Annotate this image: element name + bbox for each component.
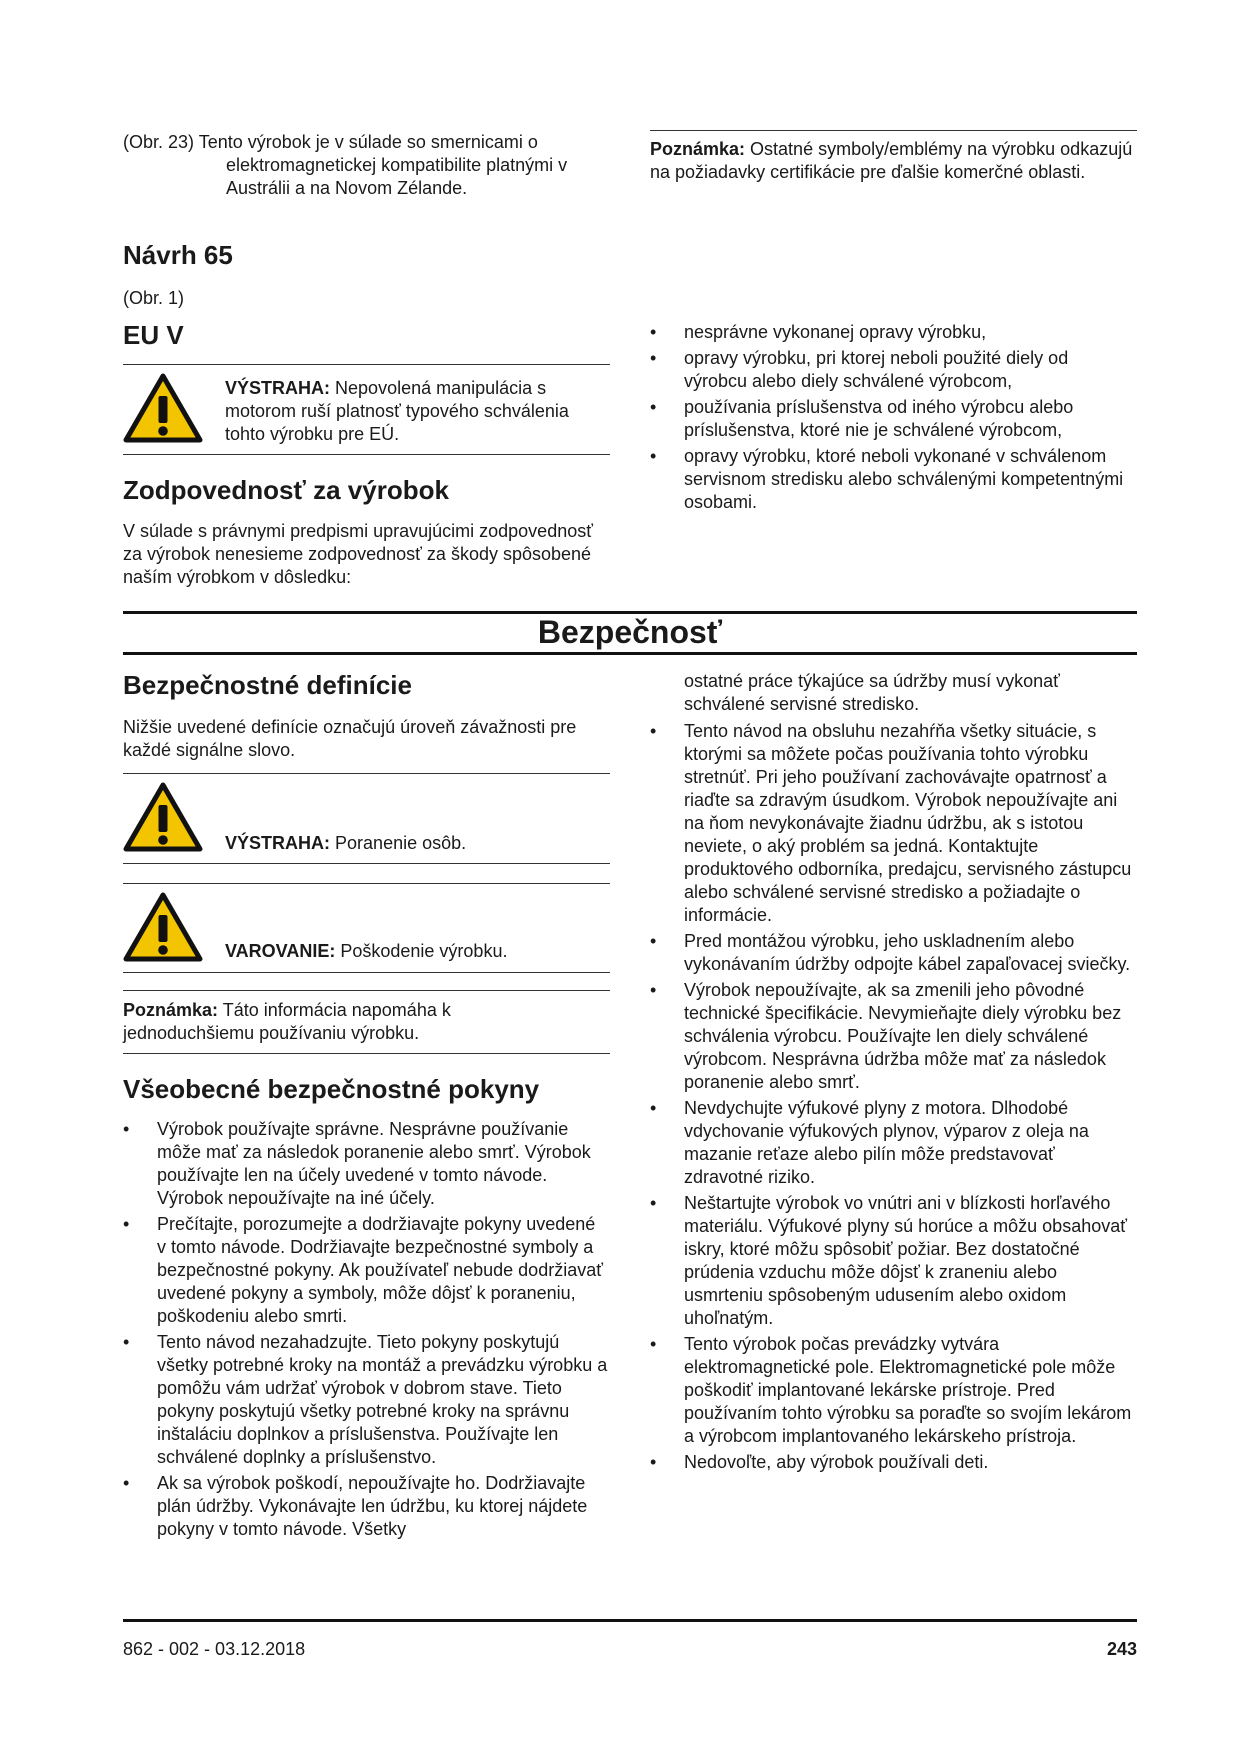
safety-section-title: Bezpečnosť — [537, 614, 723, 650]
caution-label: VAROVANIE: — [225, 941, 336, 961]
list-item: • nesprávne vykonanej opravy výrobku, — [650, 321, 1135, 344]
definition-note — [123, 999, 503, 1045]
divider — [123, 364, 610, 365]
page-number: 243 — [1106, 1639, 1137, 1659]
caution-icon — [123, 891, 203, 963]
general-safety-title: Všeobecné bezpečnostné pokyny — [123, 1074, 540, 1104]
divider — [123, 990, 610, 991]
list-item: • Tento návod nezahadzujte. Tieto pokyny poskytujú všetky potrebné kroky na montáž a prevádzku výrobku a pomôžu vám udržať výrobok v dobrom stave. Tieto pokyny poskytujú všetky potrebné kroky na správnu inštaláciu doplnkov a príslušenstva. Používajte len schválené doplnky a príslušenstvo. — [123, 1331, 608, 1469]
general-safety-list-left — [123, 1118, 608, 1544]
list-item: • Tento výrobok počas prevádzky vytvára elektromagnetické pole. Elektromagnetické pole môže poškodiť implantované lekárske prístroje. Pred používaním tohto výrobku sa poraďte so svojím lekárom a výrobcom implantovaného lekárskeho prístroja. — [650, 1333, 1137, 1448]
note-text: Ostatné symboly/emblémy na výrobku odkazujú na požiadavky certifikácie pre ďalšie komerčné oblasti. — [650, 139, 1133, 182]
warning-label: VÝSTRAHA: — [225, 378, 331, 398]
general-safety-list-right — [650, 720, 1137, 1477]
list-item: • Nevdychujte výfukové plyny z motora. Dlhodobé vdychovanie výfukových plynov, výparov z oleja na mazanie reťaze alebo pilín môže predstavovať zdravotné riziko. — [650, 1097, 1137, 1189]
list-item: • opravy výrobku, pri ktorej neboli použité diely od výrobcu alebo diely schválené výrobcom, — [650, 347, 1135, 393]
emc-compliance-text — [123, 131, 608, 200]
list-item: • Nedovoľte, aby výrobok používali deti. — [650, 1451, 1137, 1474]
warning-icon — [123, 372, 203, 444]
note-label: Poznámka: — [650, 139, 746, 159]
list-item: • používania príslušenstva od iného výrobcu alebo príslušenstva, ktoré nie je schválené výrobcom, — [650, 396, 1135, 442]
definition-caution — [225, 940, 507, 963]
emc-text: Tento výrobok je v súlade so smernicami o elektromagnetickej kompatibilite platnými v Austrálii a na Novom Zélande. — [198, 132, 568, 198]
divider — [123, 972, 610, 973]
emissions-warning — [225, 377, 595, 446]
list-item: • Neštartujte výrobok vo vnútri ani v blízkosti horľavého materiálu. Výfukové plyny sú horúce a môžu obsahovať iskry, ktoré môžu spôsobiť požiar. Bez dostatočné prúdenia vzduchu môže dôjsť k zraneniu alebo usmrteniu spôsobeným udusením alebo oxidom uhoľnatým. — [650, 1192, 1137, 1330]
proposal-65-title: Návrh 65 — [123, 240, 233, 270]
list-item: • Výrobok používajte správne. Nesprávne používanie môže mať za následok poranenie alebo smrť. Výrobok používajte len na účely uvedené v tomto návode. Výrobok nepoužívajte na iné účely. — [123, 1118, 608, 1210]
warning-text: Nepovolená manipulácia s motorom ruší platnosť typového schválenia tohto výrobku pre EÚ. — [225, 378, 569, 444]
liability-title: Zodpovednosť za výrobok — [123, 475, 449, 505]
divider — [123, 883, 610, 884]
safety-definitions-title: Bezpečnostné definície — [123, 670, 412, 700]
list-item: • Tento návod na obsluhu nezahŕňa všetky situácie, s ktorými sa môžete počas používania tohto výrobku stretnúť. Pri jeho používaní zachovávajte opatrnosť a riaďte sa zdravým úsudkom. Výrobok nepoužívajte ani na ňom nevykonávajte žiadnu údržbu, ak s istotou neviete, o aký problém sa jedná. Kontaktujte produktového odborníka, predajcu, servisného zástupcu alebo schválené servisné stredisko a požiadajte o informácie. — [650, 720, 1137, 927]
divider — [650, 130, 1137, 131]
list-item: • opravy výrobku, ktoré neboli vykonané v schválenom servisnom stredisku alebo schválenými kompetentnými osobami. — [650, 445, 1135, 514]
liability-text: V súlade s právnymi predpismi upravujúcimi zodpovednosť za výrobok nenesieme zodpovednosť za škody spôsobené naším výrobkom v dôsledku: — [123, 521, 593, 587]
liability-list — [650, 321, 1135, 517]
certification-note — [650, 138, 1140, 184]
document-id: 862 - 002 - 03.12.2018 — [123, 1639, 306, 1659]
list-item: • Pred montážou výrobku, jeho uskladnením alebo vykonávaním údržby odpojte kábel zapaľovacej sviečky. — [650, 930, 1137, 976]
figure-ref: (Obr. 23) — [123, 132, 195, 152]
divider — [123, 454, 610, 455]
definition-warning — [225, 832, 466, 855]
divider — [123, 773, 610, 774]
divider — [123, 863, 610, 864]
list-item: • Prečítajte, porozumejte a dodržiavajte pokyny uvedené v tomto návode. Dodržiavajte bezpečnostné symboly a bezpečnostné pokyny. Ak používateľ nebude dodržiavať uvedené pokyny a symboly, môže dôjsť k poraneniu, poškodeniu alebo smrti. — [123, 1213, 608, 1328]
note-label: Poznámka: — [123, 1000, 219, 1020]
section-bottom-rule — [123, 652, 1137, 655]
divider — [123, 1053, 610, 1054]
safety-definitions-text: Nižšie uvedené definície označujú úroveň závažnosti pre každé signálne slovo. — [123, 717, 577, 760]
footer-rule — [123, 1619, 1137, 1622]
caution-text: Poškodenie výrobku. — [340, 941, 508, 961]
warning-text: Poranenie osôb. — [335, 833, 467, 853]
warning-icon — [123, 781, 203, 853]
warning-label: VÝSTRAHA: — [225, 833, 331, 853]
list-continuation: ostatné práce týkajúce sa údržby musí vykonať schválené servisné stredisko. — [684, 671, 1060, 714]
eu-v-title: EU V — [123, 320, 184, 350]
proposal-figure-ref: (Obr. 1) — [123, 288, 185, 308]
list-item: • Výrobok nepoužívajte, ak sa zmenili jeho pôvodné technické špecifikácie. Nevymieňajte diely výrobku bez schválenia výrobcu. Používajte len diely schválené výrobcom. Nesprávna údržba môže mať za následok poranenie alebo smrť. — [650, 979, 1137, 1094]
note-text: Táto informácia napomáha k jednoduchšiemu používaniu výrobku. — [123, 1000, 451, 1043]
list-item: • Ak sa výrobok poškodí, nepoužívajte ho. Dodržiavajte plán údržby. Vykonávajte len údržbu, ku ktorej nájdete pokyny v tomto návode. Všetky — [123, 1472, 608, 1541]
